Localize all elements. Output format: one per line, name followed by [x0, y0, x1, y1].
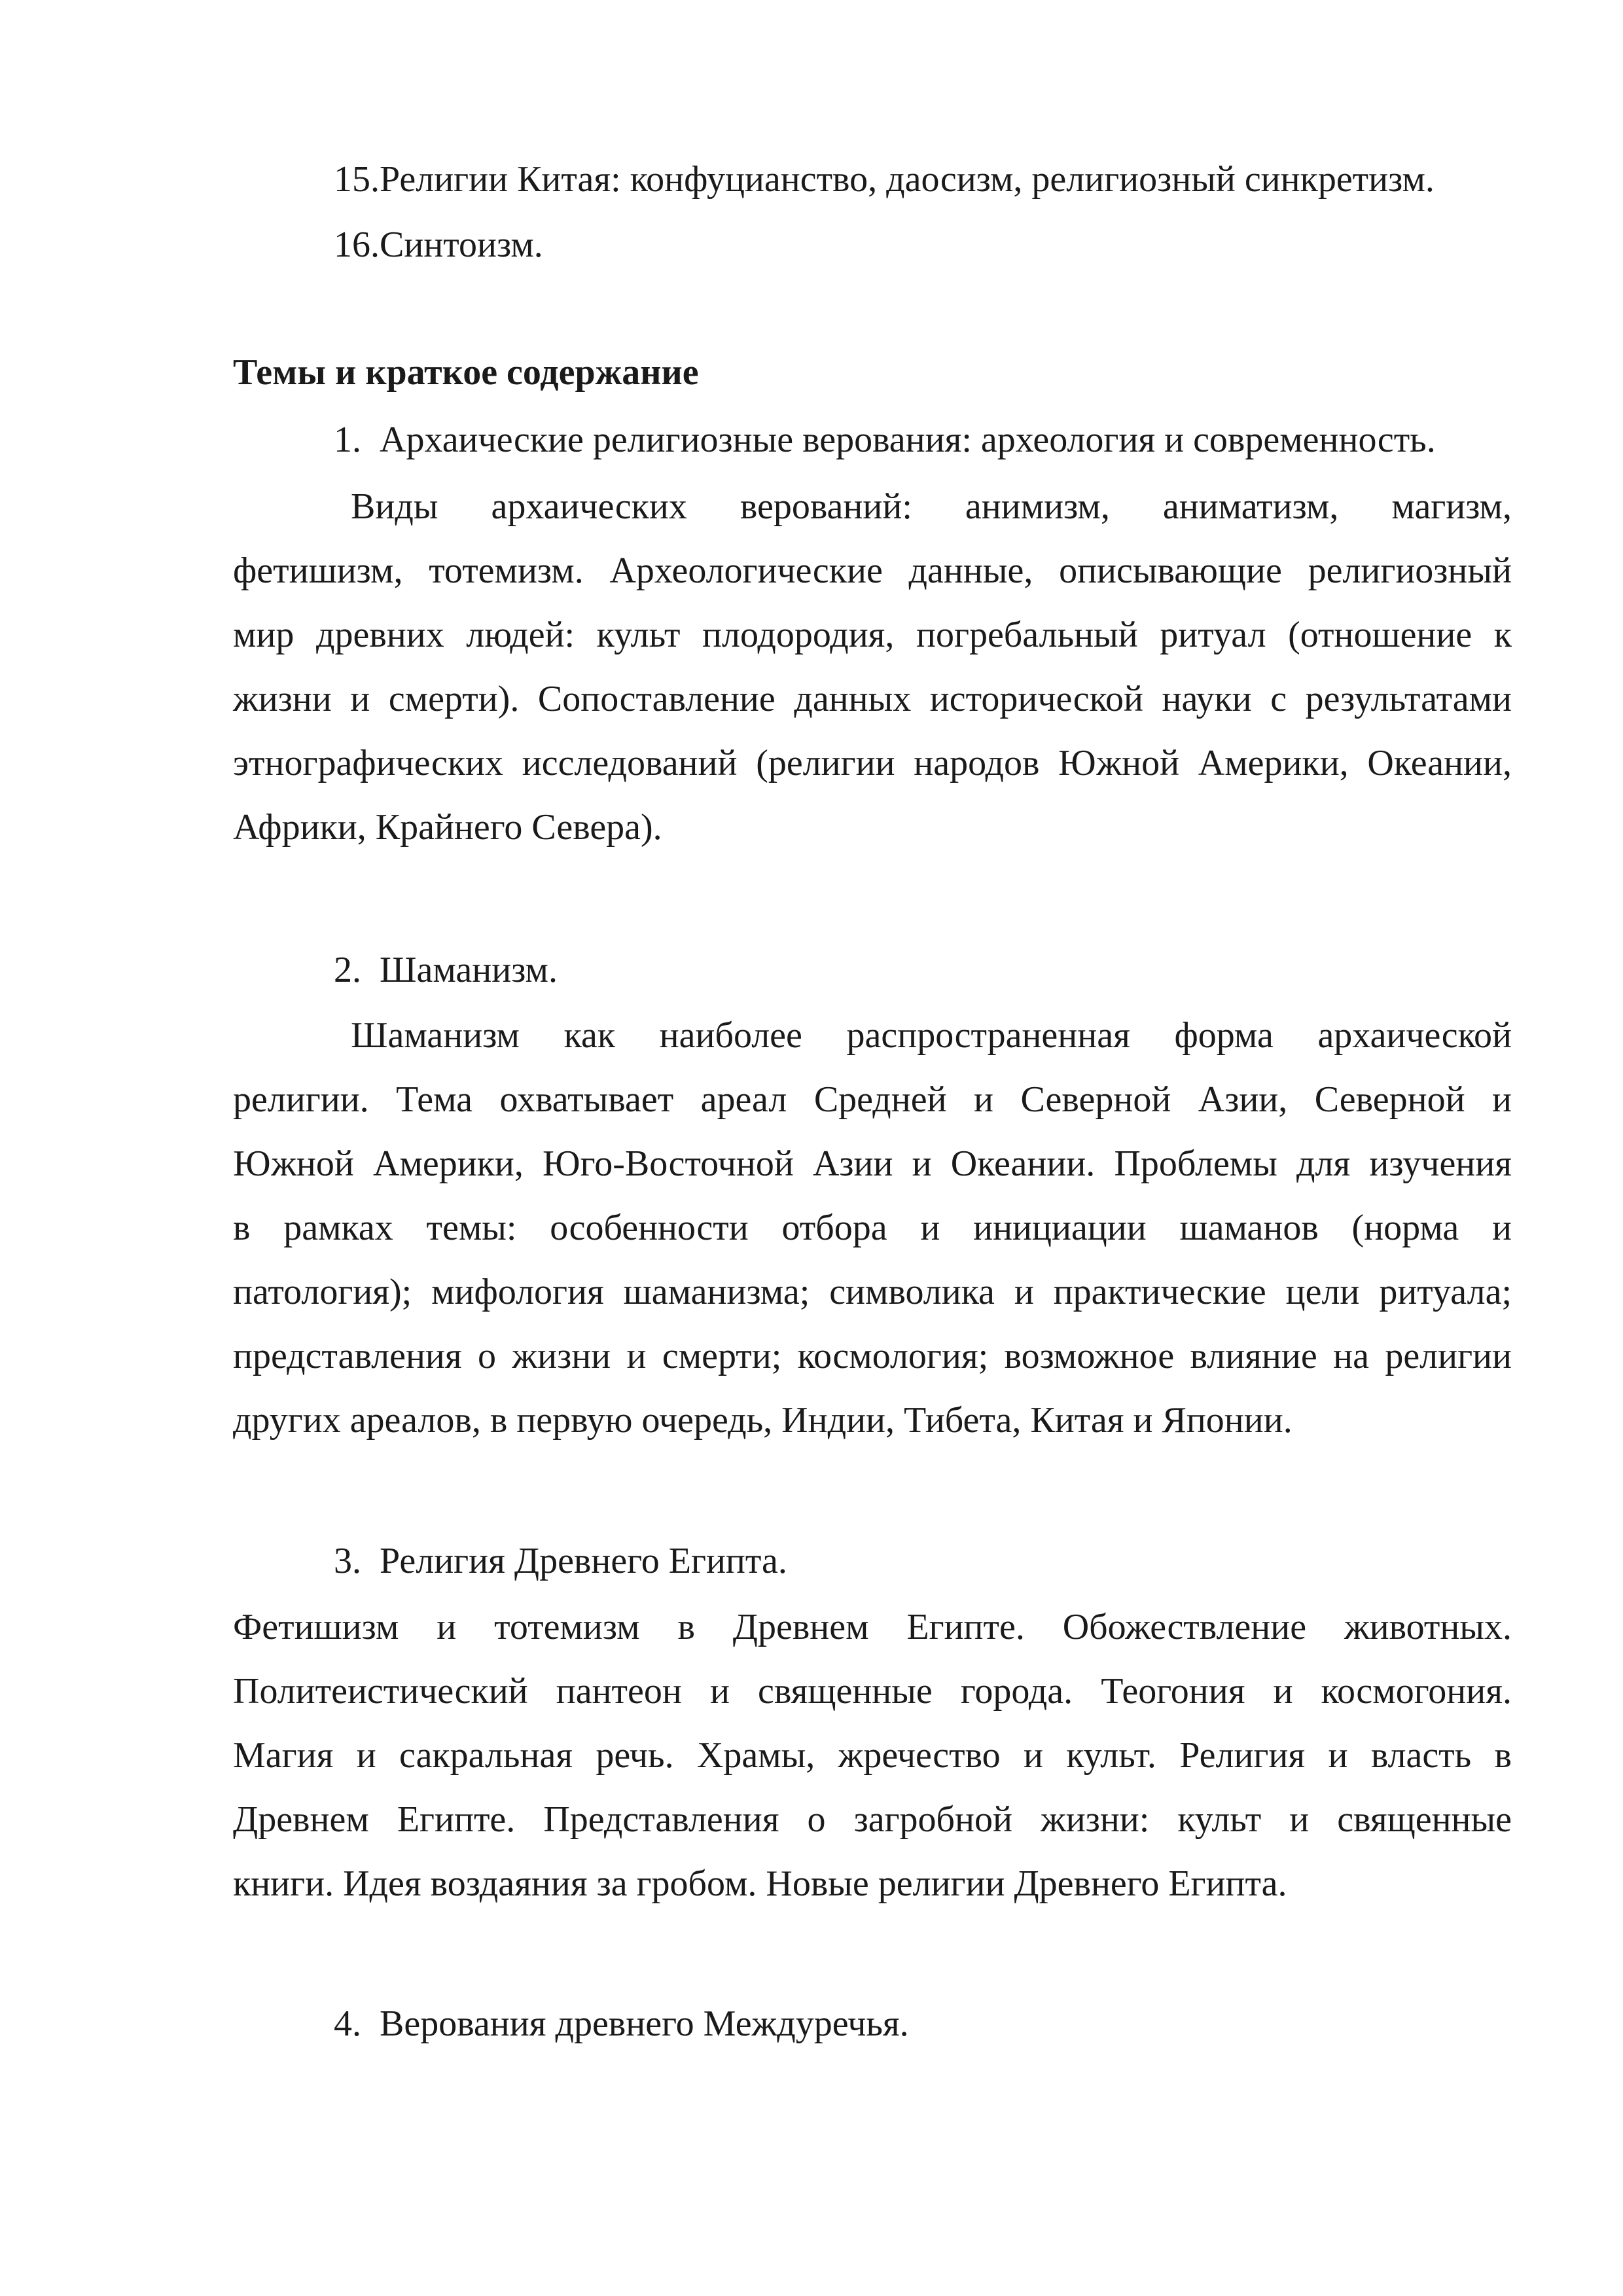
- list-item-15: [334, 158, 1435, 200]
- topic-title: Архаические религиозные верования: археология и современность.: [380, 420, 1436, 460]
- topic-2-title: [334, 949, 558, 991]
- paragraph-line: других ареалов, в первую очередь, Индии, Тибета, Китая и Японии.: [233, 1400, 1293, 1441]
- paragraph-line: Магия и сакральная речь. Храмы, жречество и культ. Религия и власть в: [233, 1735, 1512, 1776]
- paragraph-line: фетишизм, тотемизм. Археологические данные, описывающие религиозный: [233, 550, 1512, 591]
- topic-title: Верования древнего Междуречья.: [380, 2003, 909, 2044]
- topic-number: 4.: [334, 2003, 361, 2044]
- list-text: Религии Китая: конфуцианство, даосизм, религиозный синкретизм.: [380, 159, 1435, 200]
- paragraph-line: этнографических исследований (религии народов Южной Америки, Океании,: [233, 743, 1512, 783]
- list-text: Синтоизм.: [380, 224, 543, 265]
- paragraph-line: Древнем Египте. Представления о загробной жизни: культ и священные: [233, 1799, 1512, 1840]
- paragraph-line: Виды архаических верований: анимизм, аниматизм, магизм,: [351, 486, 1512, 527]
- topic-title: Шаманизм.: [380, 950, 558, 990]
- list-number: 16.: [334, 224, 380, 265]
- list-item-16: [334, 224, 543, 266]
- topic-1-body: [233, 475, 1512, 859]
- paragraph-line: Южной Америки, Юго-Восточной Азии и Океании. Проблемы для изучения: [233, 1143, 1512, 1184]
- topic-number: 1.: [334, 420, 361, 460]
- paragraph-line: Шаманизм как наиболее распространенная форма архаической: [351, 1015, 1512, 1056]
- topic-3-body: [233, 1595, 1512, 1916]
- paragraph-line: Политеистический пантеон и священные города. Теогония и космогония.: [233, 1671, 1512, 1712]
- topic-2-body: [233, 1003, 1512, 1452]
- list-number: 15.: [334, 159, 380, 200]
- paragraph-line: патология); мифология шаманизма; символика и практические цели ритуала;: [233, 1272, 1512, 1312]
- topic-number: 2.: [334, 950, 361, 990]
- paragraph-line: в рамках темы: особенности отбора и инициации шаманов (норма и: [233, 1208, 1512, 1248]
- paragraph-line: Африки, Крайнего Севера).: [233, 807, 662, 848]
- topic-3-title: [334, 1540, 787, 1582]
- section-heading: Темы и краткое содержание: [233, 352, 699, 393]
- paragraph-line: книги. Идея воздаяния за гробом. Новые религии Древнего Египта.: [233, 1863, 1287, 1904]
- paragraph-line: религии. Тема охватывает ареал Средней и Северной Азии, Северной и: [233, 1079, 1512, 1120]
- topic-title: Религия Древнего Египта.: [380, 1541, 787, 1581]
- topic-4-title: [334, 2003, 909, 2045]
- paragraph-line: мир древних людей: культ плодородия, погребальный ритуал (отношение к: [233, 615, 1512, 655]
- topic-1-title: [334, 419, 1436, 461]
- paragraph-line: Фетишизм и тотемизм в Древнем Египте. Обожествление животных.: [233, 1607, 1512, 1647]
- paragraph-line: жизни и смерти). Сопоставление данных исторической науки с результатами: [233, 679, 1512, 719]
- topic-number: 3.: [334, 1541, 361, 1581]
- paragraph-line: представления о жизни и смерти; космология; возможное влияние на религии: [233, 1336, 1512, 1376]
